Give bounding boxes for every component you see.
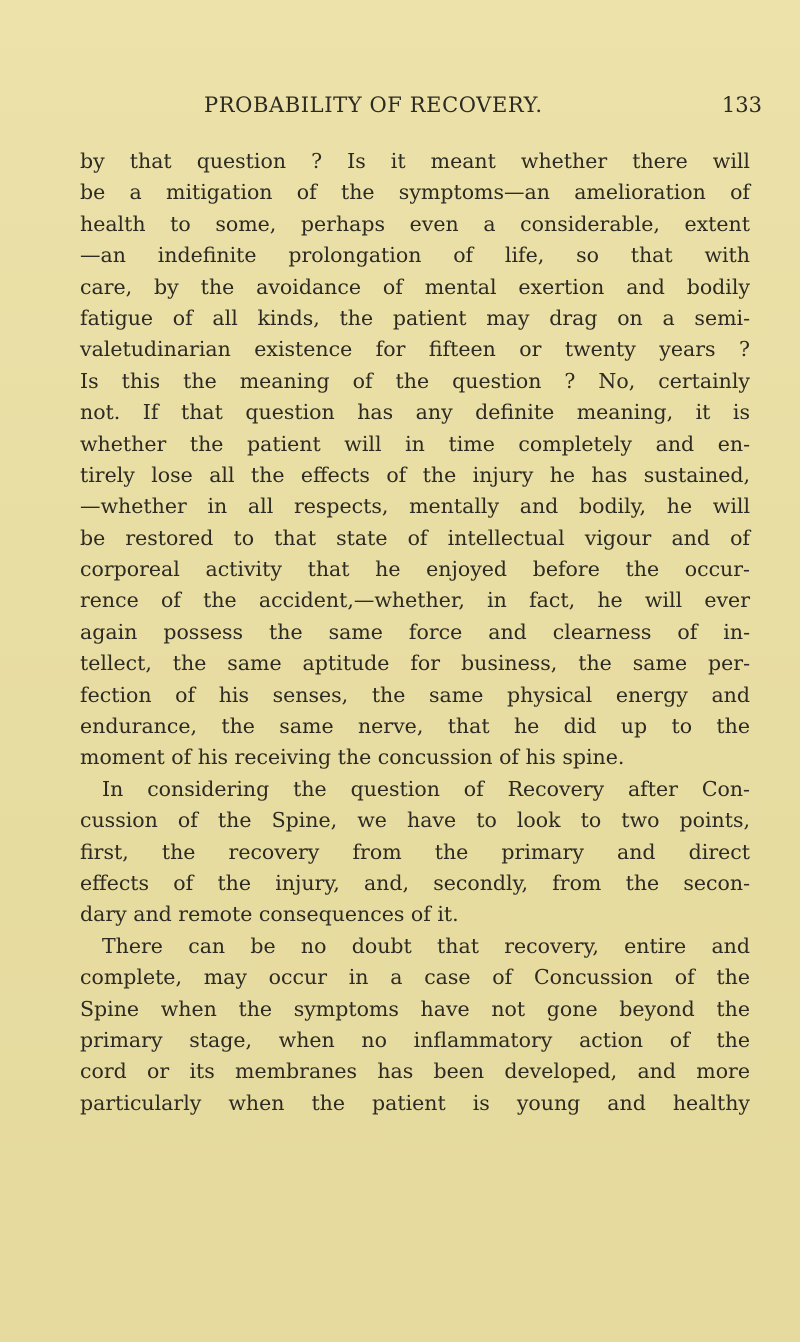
text-line: Spine when the symptoms have not gone beyond the: [80, 996, 750, 1021]
text-line: tirely lose all the effects of the injury he has sustained,: [80, 462, 750, 487]
text-line: dary and remote consequences of it.: [80, 902, 459, 927]
text-line: —whether in all respects, mentally and bodily, he will: [80, 494, 750, 519]
text-line: rence of the accident,—whether, in fact, he will ever: [80, 588, 750, 613]
text-line: effects of the injury, and, secondly, from the secon-: [80, 870, 750, 895]
text-line: There can be no doubt that recovery, entire and: [102, 933, 750, 958]
text-line: complete, may occur in a case of Concussion of the: [80, 965, 750, 990]
text-line: valetudinarian existence for fifteen or twenty years ?: [80, 337, 750, 362]
text-line: whether the patient will in time completely and en-: [80, 431, 750, 456]
running-title: PROBABILITY OF RECOVERY.: [204, 93, 543, 117]
text-line: first, the recovery from the primary and direct: [80, 839, 750, 864]
text-line: fatigue of all kinds, the patient may drag on a semi-: [80, 305, 750, 330]
text-line: health to some, perhaps even a considerable, extent: [80, 211, 750, 236]
text-line: cord or its membranes has been developed, and more: [80, 1059, 750, 1084]
text-line: corporeal activity that he enjoyed before the occur-: [80, 557, 750, 582]
text-line: cussion of the Spine, we have to look to two points,: [80, 808, 750, 833]
page-number: 133: [721, 93, 762, 117]
text-line: again possess the same force and clearness of in-: [80, 619, 750, 644]
text-line: moment of his receiving the concussion of his spine.: [80, 745, 625, 770]
text-line: Is this the meaning of the question ? No, certainly: [80, 368, 750, 393]
text-line: not. If that question has any definite meaning, it is: [80, 400, 750, 425]
text-line: endurance, the same nerve, that he did up to the: [80, 714, 750, 739]
body-text: [80, 146, 750, 1119]
text-line: by that question ? Is it meant whether there will: [80, 149, 750, 173]
text-line: primary stage, when no inflammatory action of the: [80, 1027, 750, 1052]
text-line: tellect, the same aptitude for business, the same per-: [80, 651, 750, 676]
text-line: particularly when the patient is young and healthy: [80, 1090, 750, 1115]
text-line: —an indefinite prolongation of life, so that with: [80, 243, 750, 268]
text-line: care, by the avoidance of mental exertion and bodily: [80, 274, 750, 299]
text-line: fection of his senses, the same physical energy and: [80, 682, 750, 707]
text-line: be restored to that state of intellectual vigour and of: [80, 525, 750, 550]
text-line: be a mitigation of the symptoms—an amelioration of: [80, 180, 750, 205]
text-line: In considering the question of Recovery after Con-: [102, 776, 750, 801]
running-head: [80, 93, 762, 123]
